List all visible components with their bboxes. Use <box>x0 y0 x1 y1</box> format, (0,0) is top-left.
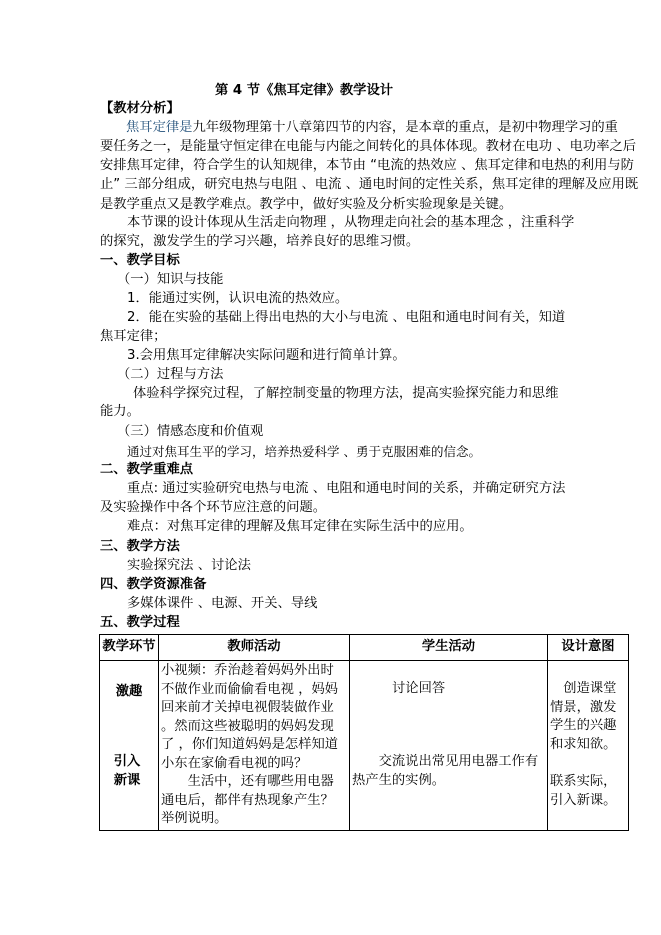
glossary-link[interactable]: 焦耳定律是 <box>126 120 193 135</box>
paragraph-line: 要任务之一，是能量守恒定律在电能与内能之间转化的具体体现。教材在电功 、电功率之后 <box>100 139 637 154</box>
paragraph-line: 是教学重点又是教学难点。教学中，做好实验及分析实验现象是关键。 <box>100 197 513 212</box>
design-intent-cell <box>548 661 629 831</box>
paragraph-line: 实验探究法 、讨论法 <box>127 558 251 573</box>
table-header-row <box>100 635 629 661</box>
stage-label: 引入新课 <box>113 754 141 788</box>
teacher-activity-text: 生活中，还有哪些用电器通电后，都伴有热现象产生？举例说明。 <box>161 774 334 826</box>
paragraph-line: 及实验操作中各个环节应注意的问题。 <box>100 500 327 515</box>
teacher-activity-text: 小视频：乔治趁着妈妈外出时不做作业而偷偷看电视 ，妈妈回来前才关掉电视假装做作业 。然而这些被聪明的妈妈发现了 ，你们知道妈妈是怎样知道小东在家偷看电视的吗？ <box>161 663 339 771</box>
process-table <box>99 634 629 831</box>
subheading: （二）过程与方法 <box>117 367 224 382</box>
stage-label: 激趣 <box>115 684 143 699</box>
student-activity-text: 交流说出常见用电器工作有热产生的实例。 <box>352 754 539 788</box>
subheading: （三）情感态度和价值观 <box>117 424 264 439</box>
paragraph-line: 止” 三部分组成，研究电热与电阻 、电流 、通电时间的定性关系，焦耳定律的理解及应用既 <box>100 177 639 192</box>
page-title: 第 4 节《焦耳定律》教学设计 <box>215 83 394 98</box>
paragraph-line: 焦耳定律是九年级物理第十八章第四节的内容，是本章的重点，是初中物理学习的重 <box>126 120 618 135</box>
paragraph-line: 多媒体课件 、电源、开关、导线 <box>127 596 318 611</box>
paragraph-line: 通过对焦耳生平的学习，培养热爱科学 、勇于克服困难的信念。 <box>127 444 481 459</box>
design-intent-text: 创造课堂情景，激发学生的兴趣和求知欲。 <box>550 681 617 752</box>
section-heading-process: 五、教学过程 <box>100 615 180 630</box>
section-heading-keypoints: 二、教学重难点 <box>100 462 194 477</box>
design-intent-text: 联系实际，引入新课。 <box>550 774 617 808</box>
column-header: 学生活动 <box>350 635 548 661</box>
section-heading-goals: 一、教学目标 <box>100 253 180 268</box>
section-heading-methods: 三、教学方法 <box>100 539 180 554</box>
column-header: 设计意图 <box>548 635 629 661</box>
list-item-cont: 焦耳定律； <box>100 329 167 344</box>
student-activity-text: 讨论回答 <box>392 681 446 696</box>
paragraph-line: 安排焦耳定律，符合学生的认知规律，本节由 “电流的热效应 、焦耳定律和电热的利用与防 <box>100 158 634 173</box>
table-row <box>100 661 629 831</box>
teacher-activity-cell <box>159 661 350 831</box>
paragraph-line: 难点：对焦耳定律的理解及焦耳定律在实际生活中的应用。 <box>127 519 473 534</box>
paragraph-line: 本节课的设计体现从生活走向物理 ，从物理走向社会的基本理念 ，注重科学 <box>127 215 575 230</box>
list-item: 3.会用焦耳定律解决实际问题和进行简单计算。 <box>127 348 406 363</box>
list-item: 2．能在实验的基础上得出电热的大小与电流 、电阻和通电时间有关，知道 <box>127 310 566 325</box>
paragraph-line: 能力。 <box>100 404 140 419</box>
section-heading-resources: 四、教学资源准备 <box>100 577 207 592</box>
paragraph-line: 重点: 通过实验研究电热与电流 、电阻和通电时间的关系，并确定研究方法 <box>127 481 566 496</box>
paragraph-line: 的探究，激发学生的学习兴趣，培养良好的思维习惯。 <box>100 234 420 249</box>
subheading: （一）知识与技能 <box>117 272 224 287</box>
column-header: 教师活动 <box>159 635 350 661</box>
section-heading-analysis: 【教材分析】 <box>100 101 180 116</box>
stage-cell <box>100 661 159 831</box>
student-activity-cell <box>350 661 548 831</box>
paragraph-line: 体验科学探究过程，了解控制变量的物理方法，提高实验探究能力和思维 <box>133 386 559 401</box>
list-item: 1．能通过实例，认识电流的热效应。 <box>127 291 349 306</box>
column-header: 教学环节 <box>100 635 159 661</box>
